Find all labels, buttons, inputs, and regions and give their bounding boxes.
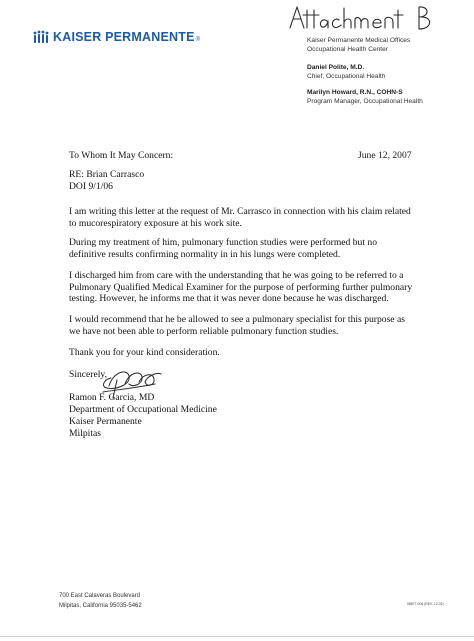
- chief-title: Chief, Occupational Health: [307, 73, 386, 80]
- signer-name: Ramon F. Garcia, MD: [69, 392, 155, 403]
- paragraph-line: Thank you for your kind consideration.: [69, 347, 220, 358]
- signer-location: Milpitas: [69, 428, 101, 439]
- kaiser-logo: [32, 28, 200, 46]
- logo-text: KAISER PERMANENTE: [53, 30, 195, 44]
- closing: Sincerely,: [69, 369, 108, 380]
- attachment-handwriting: [287, 2, 447, 34]
- paragraph-4: [69, 314, 429, 337]
- paragraph-line: I would recommend that he be allowed to see a pulmonary specialist for this purpose as: [69, 314, 405, 325]
- paragraph-line: During my treatment of him, pulmonary function studies were performed but no: [69, 237, 377, 248]
- footer-address-line-2: Milpitas, California 95035-5462: [59, 603, 142, 609]
- org-line-1: Kaiser Permanente Medical Offices: [307, 37, 411, 44]
- org-line-2: Occupational Health Center: [307, 46, 389, 53]
- footer-address-line-1: 700 East Calaveras Boulevard: [59, 593, 141, 599]
- paragraph-3: [69, 270, 429, 305]
- bottom-rule: [0, 636, 474, 637]
- signer-organization: Kaiser Permanente: [69, 416, 142, 427]
- letter-date: June 12, 2007: [358, 150, 412, 161]
- paragraph-1: [69, 206, 429, 229]
- kaiser-people-icon: [32, 30, 50, 44]
- paragraph-line: definitive results confirming normality in in his lungs were completed.: [69, 248, 341, 260]
- doi-line: DOI 9/1/06: [69, 181, 113, 192]
- paragraph-line: we have not been able to perform reliable pulmonary function studies.: [69, 325, 339, 337]
- signer-department: Department of Occupational Medicine: [69, 404, 217, 415]
- manager-name: Marilyn Howard, R.N., COHN-S: [307, 89, 403, 96]
- paragraph-line: I discharged him from care with the understanding that he was going to be referred to a: [69, 270, 404, 281]
- manager-title: Program Manager, Occupational Health: [307, 98, 423, 105]
- registered-mark: ®: [195, 37, 201, 43]
- paragraph-line: I am writing this letter at the request of Mr. Carrasco in connection with his claim related: [69, 206, 411, 217]
- paragraph-line: to mucorespiratory exposure at his work site.: [69, 217, 242, 229]
- re-line: RE: Brian Carrasco: [69, 169, 145, 180]
- paragraph-line: testing. However, he informs me that it was never done because he was discharged.: [69, 293, 389, 305]
- salutation: To Whom It May Concern:: [69, 150, 174, 161]
- paragraph-5: [69, 347, 429, 359]
- paragraph-line: Pulmonary Qualified Medical Examiner for the purpose of performing further pulmonary: [69, 281, 413, 293]
- paragraph-2: [69, 237, 429, 260]
- chief-name: Daniel Polite, M.D.: [307, 64, 365, 71]
- form-code: 08877-006 (REV. 12-02): [407, 602, 444, 606]
